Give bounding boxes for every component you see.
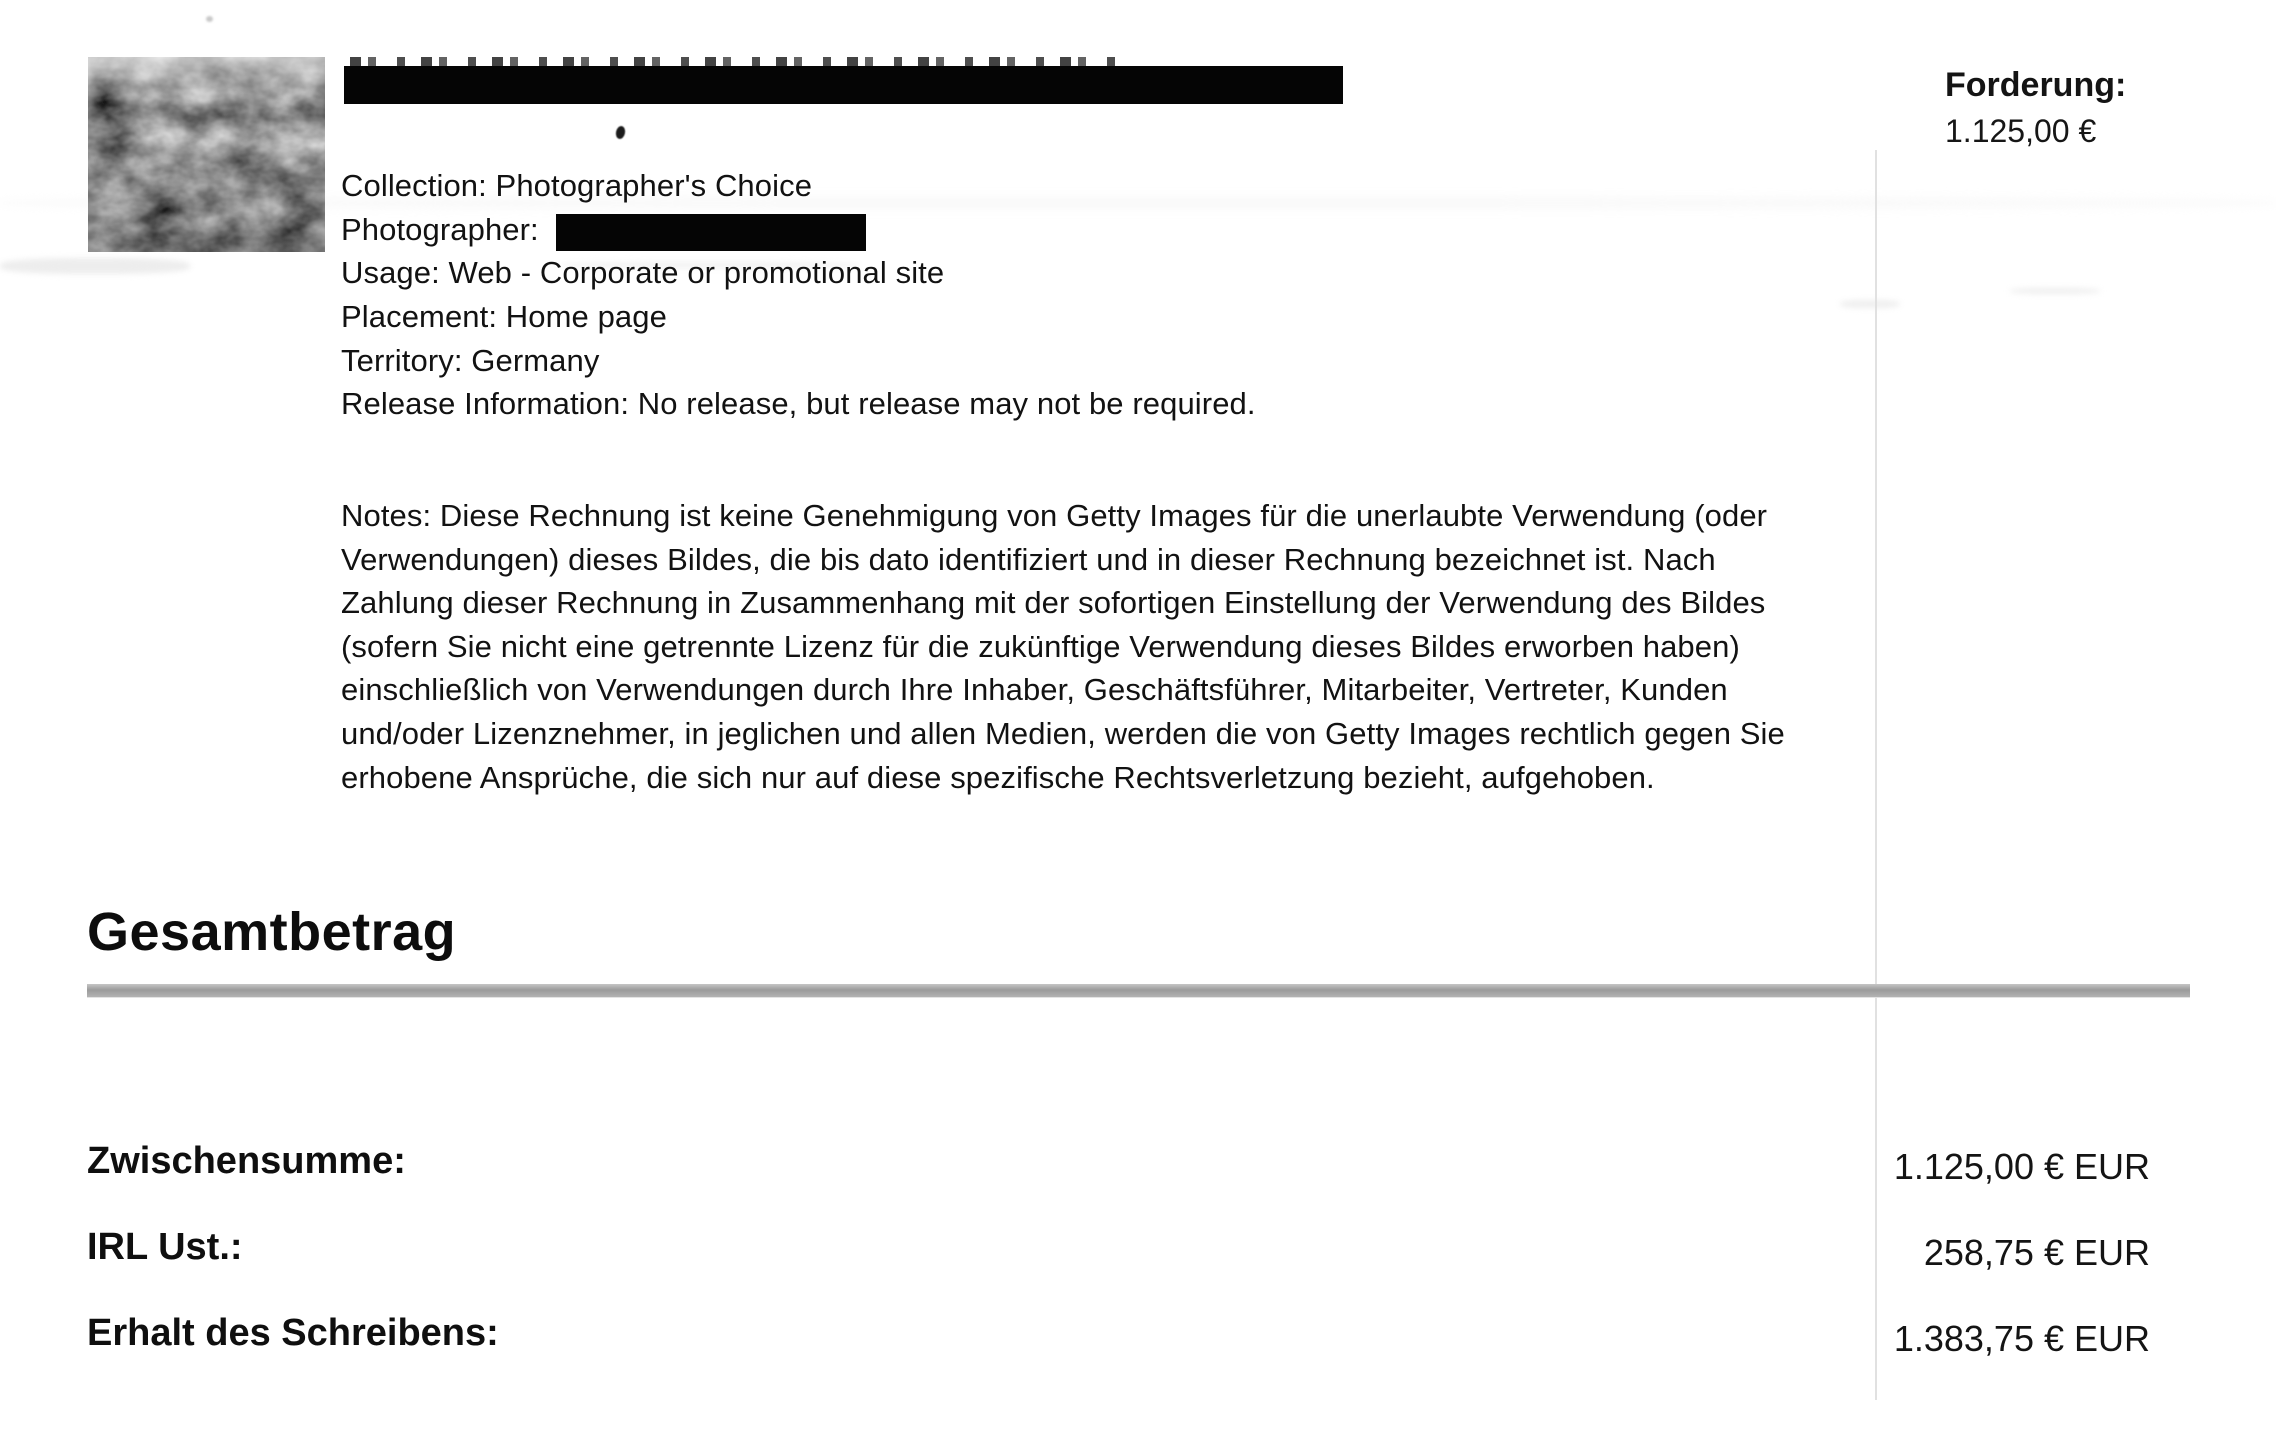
redaction-fringe xyxy=(350,57,1130,66)
note-line: erhobene Ansprüche, die sich nur auf diese spezifische Rechtsverletzung bezieht, aufgehoben. xyxy=(341,759,1655,795)
detail-line-release: Release Information: No release, but release may not be required. xyxy=(341,386,1256,421)
licensed-image-thumbnail xyxy=(88,57,325,252)
detail-line-territory: Territory: Germany xyxy=(341,343,600,378)
note-line: Verwendungen) dieses Bildes, die bis dato identifiziert und in dieser Rechnung bezeichnet ist. Nach xyxy=(341,541,1716,577)
note-line: und/oder Lizenznehmer, in jeglichen und allen Medien, werden die von Getty Images rechtlich gegen Sie xyxy=(341,715,1785,751)
note-line: einschließlich von Verwendungen durch Ihre Inhaber, Geschäftsführer, Mitarbeiter, Vertreter, Kunden xyxy=(341,672,1728,708)
scan-speck xyxy=(206,16,213,22)
total-value-zwischensumme: 1.125,00 € EUR xyxy=(1893,1146,2150,1187)
scan-artifact xyxy=(2010,288,2100,294)
scan-artifact xyxy=(0,258,190,274)
total-value-irl-ust: 258,75 € EUR xyxy=(1923,1232,2150,1273)
section-heading-gesamtbetrag: Gesamtbetrag xyxy=(87,902,457,962)
scan-artifact xyxy=(1840,300,1900,308)
total-label-erhalt-des-schreibens: Erhalt des Schreibens: xyxy=(87,1312,499,1354)
claim-label: Forderung: xyxy=(1945,66,2127,104)
detail-line-photographer: Photographer: xyxy=(341,212,539,247)
total-label-irl-ust: IRL Ust.: xyxy=(87,1226,243,1268)
redacted-photographer-name xyxy=(556,214,866,251)
detail-line-collection: Collection: Photographer's Choice xyxy=(341,168,813,203)
abstract-grayscale-texture xyxy=(88,57,325,252)
note-line: Notes: Diese Rechnung ist keine Genehmigung von Getty Images für die unerlaubte Verwendung (oder xyxy=(341,498,1768,533)
redacted-reference-bar xyxy=(344,66,1343,104)
note-line: Zahlung dieser Rechnung in Zusammenhang mit der sofortigen Einstellung der Verwendung des Bildes xyxy=(341,585,1766,621)
note-line: (sofern Sie nicht eine getrennte Lizenz für die zukünftige Verwendung dieses Bildes erworben haben) xyxy=(341,628,1740,664)
claim-block xyxy=(1945,62,2126,154)
scan-fold-line xyxy=(1875,150,1877,1400)
total-value-erhalt-des-schreibens: 1.383,75 € EUR xyxy=(1893,1318,2150,1359)
notes-paragraph xyxy=(341,494,1785,799)
section-divider xyxy=(87,984,2190,997)
claim-amount: 1.125,00 € xyxy=(1945,113,2097,149)
scan-speck xyxy=(615,125,627,140)
total-label-zwischensumme: Zwischensumme: xyxy=(87,1140,406,1182)
detail-line-placement: Placement: Home page xyxy=(341,299,667,334)
detail-line-usage: Usage: Web - Corporate or promotional site xyxy=(341,255,945,290)
